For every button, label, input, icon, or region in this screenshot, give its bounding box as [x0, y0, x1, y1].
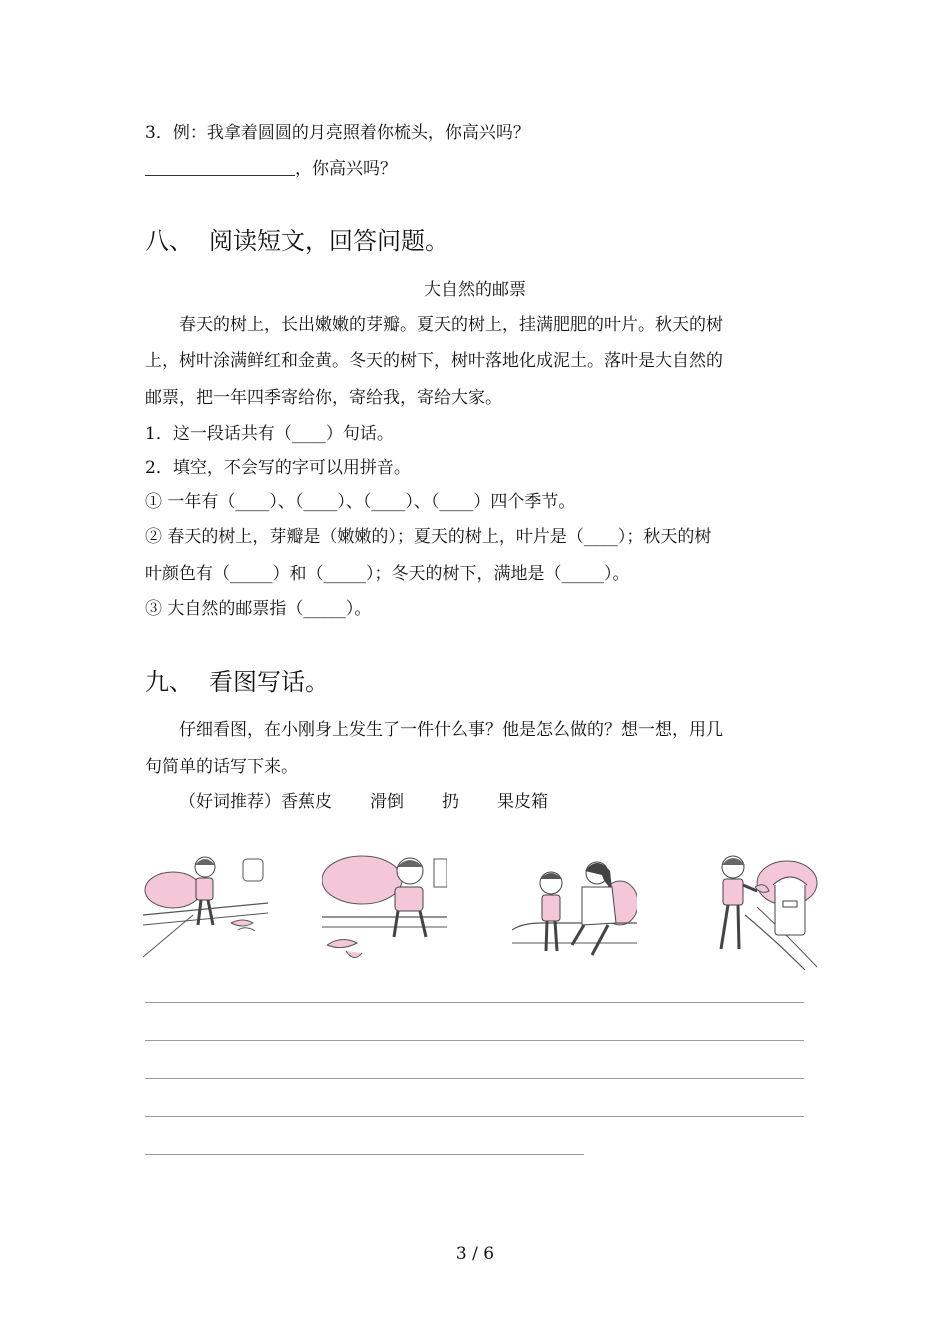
question-2-1: ① 一年有（____）、（____）、（____）、（____）四个季节。: [145, 492, 576, 512]
section9-number: 九、: [145, 668, 193, 696]
question-1: 1．这一段话共有（____）句话。: [145, 424, 394, 444]
q3-answer-suffix: ，你高兴吗？: [295, 159, 397, 179]
word-hint: 滑倒: [370, 792, 404, 812]
writing-line[interactable]: [145, 1002, 804, 1003]
question-2-2-cont: 叶颜色有（_____）和（_____）；冬天的树下，满地是（_____）。: [145, 564, 630, 584]
passage-line: 邮票，把一年四季寄给你，寄给我，寄给大家。: [145, 388, 502, 408]
passage-title: 大自然的邮票: [424, 280, 526, 300]
question-2-3: ③ 大自然的邮票指（_____）。: [145, 599, 372, 619]
passage-line: 春天的树上，长出嫩嫩的芽瓣。夏天的树上，挂满肥肥的叶片。秋天的树: [179, 315, 723, 335]
word-hint: 果皮箱: [497, 792, 548, 812]
section8-heading: [145, 229, 449, 253]
word-hints: [179, 794, 548, 811]
q3-blank[interactable]: [145, 161, 295, 176]
writing-line[interactable]: [145, 1116, 804, 1117]
section9-heading: [145, 670, 329, 694]
picture-boy-throwing-peel: [695, 845, 820, 970]
word-hint: 扔: [442, 792, 459, 812]
q3-example: 3．例：我拿着圆圆的月亮照着你梳头，你高兴吗？: [145, 123, 530, 143]
page-number: 3 / 6: [455, 1244, 495, 1264]
writing-line[interactable]: [145, 1078, 804, 1079]
question-2-2: ② 春天的树上，芽瓣是（嫩嫩的）；夏天的树上，叶片是（____）；秋天的树: [145, 527, 712, 547]
picture-boy-walking: [143, 845, 268, 970]
q3-answer-line: [145, 161, 397, 178]
picture-boy-slipping: [322, 845, 447, 970]
section9-title: 看图写话。: [209, 668, 329, 696]
section8-title: 阅读短文，回答问题。: [209, 227, 449, 255]
writing-line[interactable]: [145, 1154, 584, 1155]
picture-mother-and-boy: [512, 845, 637, 970]
instruction-line: 仔细看图，在小刚身上发生了一件什么事？他是怎么做的？想一想，用几: [179, 720, 723, 740]
writing-line[interactable]: [145, 1040, 804, 1041]
section8-number: 八、: [145, 227, 193, 255]
word-hint: 香蕉皮: [281, 792, 332, 812]
instruction-line: 句简单的话写下来。: [145, 757, 298, 777]
passage-line: 上，树叶涂满鲜红和金黄。冬天的树下，树叶落地化成泥土。落叶是大自然的: [145, 351, 723, 371]
word-hint-label: （好词推荐）: [179, 792, 281, 812]
question-2: 2．填空，不会写的字可以用拼音。: [145, 458, 411, 478]
